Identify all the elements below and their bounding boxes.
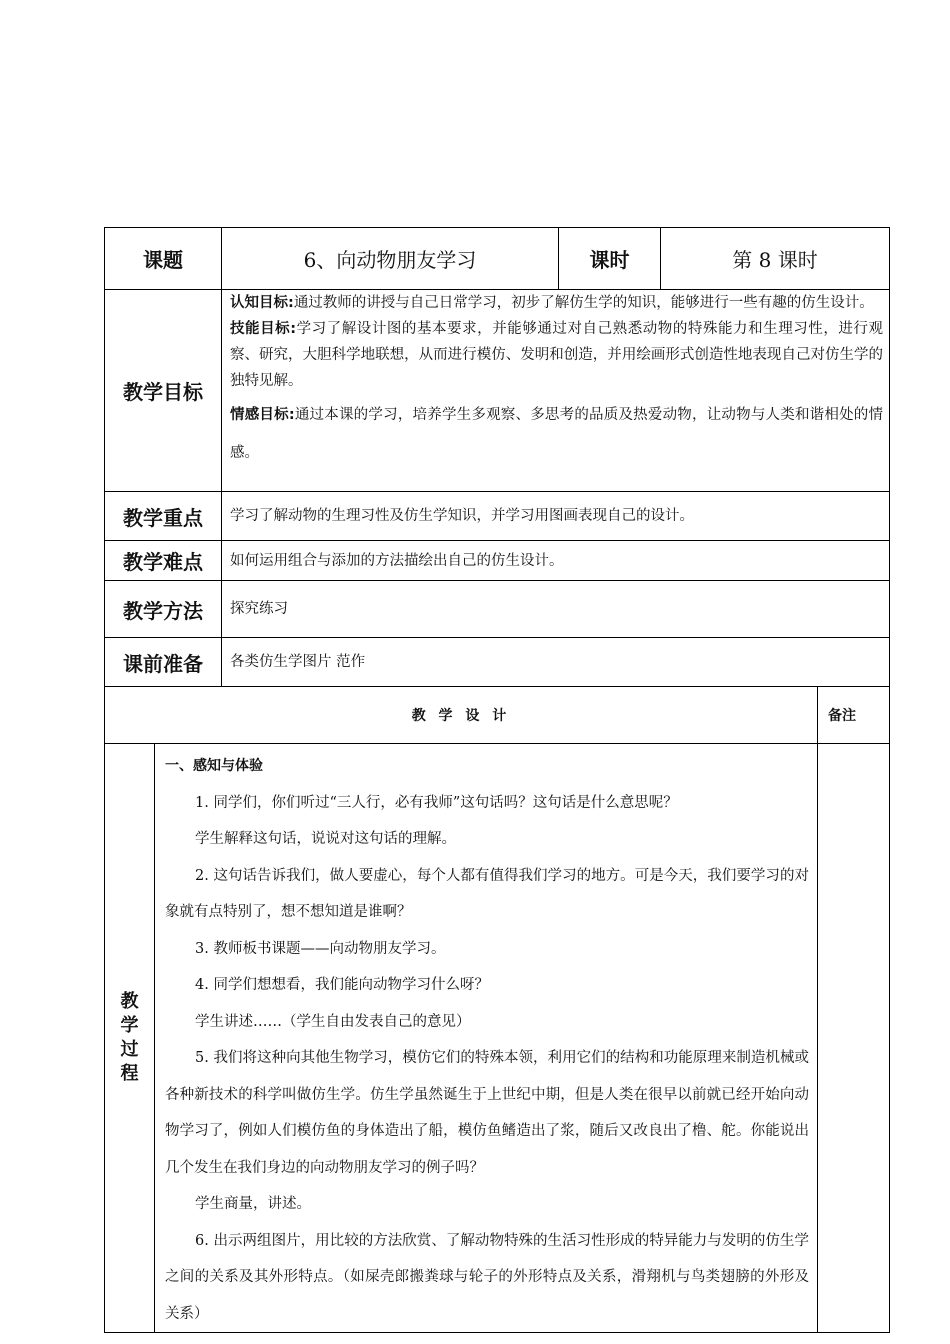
process-item: 5. 我们将这种向其他生物学习，模仿它们的特殊本领，利用它们的结构和功能原理来制造机械或各种新技术的科学叫做仿生学。仿生学虽然诞生于上世纪中期，但是人类在很早以前就已经开始向动物学习了，例如人们模仿鱼的身体造出了船，模仿鱼鳍造出了浆，随后又改良出了橹、舵。你能说出几个发生在我们身边的向动物朋友学习的例子吗？ xyxy=(165,1050,809,1176)
cognitive-title: 认知目标: xyxy=(230,295,294,311)
difficulties-text: 如何运用组合与添加的方法描绘出自己的仿生设计。 xyxy=(222,541,890,581)
process-item: 学生讲述……（学生自由发表自己的意见） xyxy=(195,1013,471,1030)
cognitive-text: 通过教师的讲授与自己日常学习，初步了解仿生学的知识，能够进行一些有趣的仿生设计。 xyxy=(293,295,874,311)
topic-value: 6、向动物朋友学习 xyxy=(222,228,559,290)
key-points-label: 教学重点 xyxy=(105,492,222,541)
preparation-text: 各类仿生学图片 范作 xyxy=(222,638,890,687)
key-points-text: 学习了解动物的生理习性及仿生学知识，并学习用图画表现自己的设计。 xyxy=(222,492,890,541)
topic-label: 课题 xyxy=(105,228,222,290)
process-item: 学生解释这句话，说说对这句话的理解。 xyxy=(195,831,456,847)
period-label: 课时 xyxy=(559,228,661,290)
method-row xyxy=(105,581,890,638)
remark-header: 备注 xyxy=(818,687,890,744)
process-item: 6. 出示两组图片，用比较的方法欣赏、了解动物特殊的生活习性形成的特异能力与发明的仿生学之间的关系及其外形特点。（如屎壳郎搬粪球与轮子的外形特点及关系，滑翔机与鸟类翅膀的外形及关系） xyxy=(165,1232,809,1322)
process-item: 3. 教师板书课题——向动物朋友学习。 xyxy=(195,940,446,957)
objectives-label: 教学目标 xyxy=(105,290,222,492)
cognitive-objective xyxy=(230,290,883,316)
method-text: 探究练习 xyxy=(222,581,890,638)
preparation-row xyxy=(105,638,890,687)
method-label: 教学方法 xyxy=(105,581,222,638)
emotion-objective xyxy=(230,396,883,472)
design-header-row xyxy=(105,687,890,744)
objectives-row xyxy=(105,290,890,492)
process-item: 学生商量，讲述。 xyxy=(195,1196,311,1212)
process-content xyxy=(155,744,818,1333)
skill-text: 学习了解设计图的基本要求，并能够通过对自己熟悉动物的特殊能力和生理习性，进行观察、研究，大胆科学地联想，从而进行模仿、发明和创造，并用绘画形式创造性地表现自己对仿生学的独特见解。 xyxy=(230,321,884,389)
process-item: 4. 同学们想想看，我们能向动物学习什么呀？ xyxy=(195,977,489,993)
lesson-plan-table xyxy=(104,227,890,1333)
process-row xyxy=(105,744,890,1333)
key-points-row xyxy=(105,492,890,541)
remark-cell xyxy=(818,744,890,1333)
process-label: 教学过程 xyxy=(120,991,139,1084)
header-row xyxy=(105,228,890,290)
emotion-text: 通过本课的学习，培养学生多观察、多思考的品质及热爱动物，让动物与人类和谐相处的情感。 xyxy=(230,407,884,461)
process-section-title: 一、感知与体验 xyxy=(165,758,263,774)
period-value: 第 8 课时 xyxy=(661,228,890,290)
lesson-plan-sheet xyxy=(104,227,889,1333)
difficulties-row xyxy=(105,541,890,581)
preparation-label: 课前准备 xyxy=(105,638,222,687)
skill-title: 技能目标: xyxy=(230,321,297,337)
process-label-cell xyxy=(105,744,155,1333)
skill-objective xyxy=(230,316,883,394)
design-header: 教 学 设 计 xyxy=(105,687,818,744)
emotion-title: 情感目标: xyxy=(230,407,295,423)
process-item: 2. 这句话告诉我们，做人要虚心，每个人都有值得我们学习的地方。可是今天，我们要学习的对象就有点特别了，想不想知道是谁啊？ xyxy=(165,867,809,920)
difficulties-label: 教学难点 xyxy=(105,541,222,581)
process-item: 1. 同学们，你们听过“三人行，必有我师”这句话吗？这句话是什么意思呢？ xyxy=(195,794,678,811)
objectives-content xyxy=(222,290,890,492)
